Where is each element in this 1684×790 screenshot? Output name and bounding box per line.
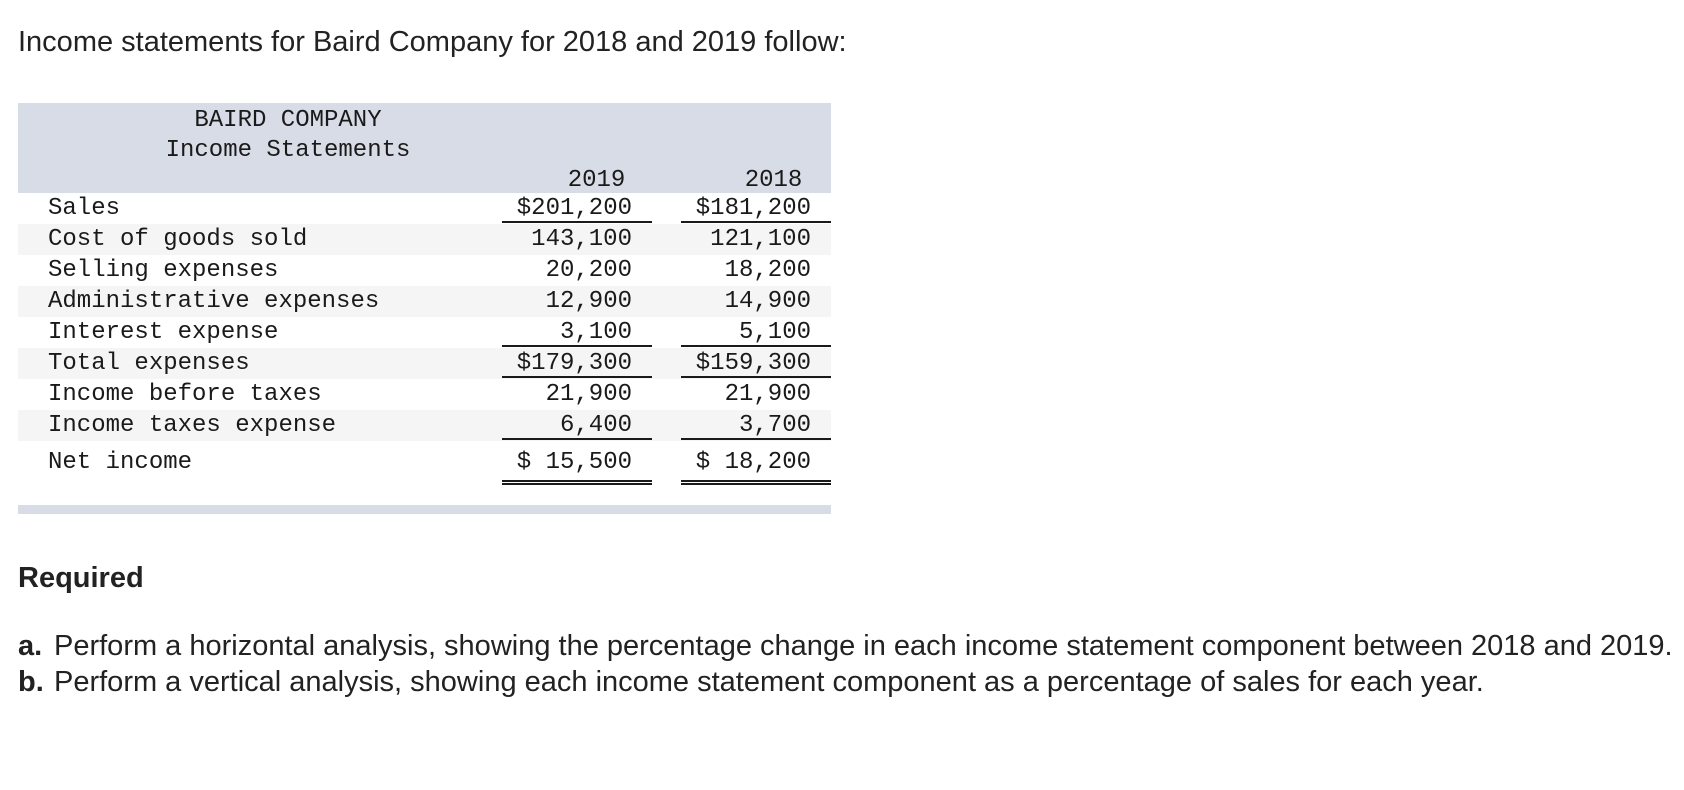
amount-2018: $ 18,200 — [681, 441, 831, 485]
amount-2019: 21,900 — [545, 381, 632, 408]
column-header-2019: 2019 — [567, 167, 626, 194]
amount-2019: 12,900 — [545, 288, 632, 315]
row-interest-expense — [18, 317, 831, 348]
row-label: Net income — [48, 449, 193, 476]
row-label: Total expenses — [48, 350, 250, 377]
row-income-taxes-expense — [18, 410, 831, 441]
amount-2019: $179,300 — [502, 348, 652, 378]
amount-2018: 121,100 — [710, 226, 811, 253]
amount-2018: 21,900 — [724, 381, 811, 408]
statement-footer-bar — [18, 505, 831, 514]
required-item-b — [18, 664, 1678, 700]
amount-2019: $201,200 — [502, 193, 652, 223]
row-income-before-taxes — [18, 379, 831, 410]
row-administrative-expenses — [18, 286, 831, 317]
row-label: Sales — [48, 195, 121, 222]
row-label: Selling expenses — [48, 257, 279, 284]
row-selling-expenses — [18, 255, 831, 286]
amount-2019: 143,100 — [531, 226, 632, 253]
amount-2019: 6,400 — [502, 410, 652, 440]
row-net-income — [18, 441, 831, 485]
income-statement-table — [18, 103, 831, 514]
statement-title: Income Statements — [165, 137, 411, 164]
required-heading: Required — [18, 562, 144, 594]
amount-2018: 18,200 — [724, 257, 811, 284]
amount-2019: 20,200 — [545, 257, 632, 284]
row-cost-of-goods-sold — [18, 224, 831, 255]
row-label: Interest expense — [48, 319, 279, 346]
table-spacer — [18, 485, 831, 505]
required-item-a — [18, 628, 1678, 664]
required-item-letter: b. — [18, 666, 44, 698]
amount-2018: 3,700 — [681, 410, 831, 440]
company-name: BAIRD COMPANY — [194, 107, 382, 134]
required-list — [18, 628, 1678, 700]
required-item-text: Perform a horizontal analysis, showing the percentage change in each income statement component between 2018 and 2019. — [54, 630, 1673, 662]
row-total-expenses — [18, 348, 831, 379]
amount-2018: $181,200 — [681, 193, 831, 223]
amount-2019: 3,100 — [502, 317, 652, 347]
row-label: Income before taxes — [48, 381, 322, 408]
amount-2018: 14,900 — [724, 288, 811, 315]
row-label: Cost of goods sold — [48, 226, 308, 253]
amount-2019: $ 15,500 — [502, 441, 652, 485]
required-item-letter: a. — [18, 630, 43, 662]
amount-2018: 5,100 — [681, 317, 831, 347]
required-item-text: Perform a vertical analysis, showing each income statement component as a percentage of sales for each year. — [54, 666, 1484, 698]
intro-text: Income statements for Baird Company for 2018 and 2019 follow: — [18, 26, 847, 58]
row-label: Income taxes expense — [48, 412, 337, 439]
column-header-2018: 2018 — [744, 167, 803, 194]
row-sales — [18, 193, 831, 224]
row-label: Administrative expenses — [48, 288, 380, 315]
statement-header — [18, 103, 831, 193]
amount-2018: $159,300 — [681, 348, 831, 378]
